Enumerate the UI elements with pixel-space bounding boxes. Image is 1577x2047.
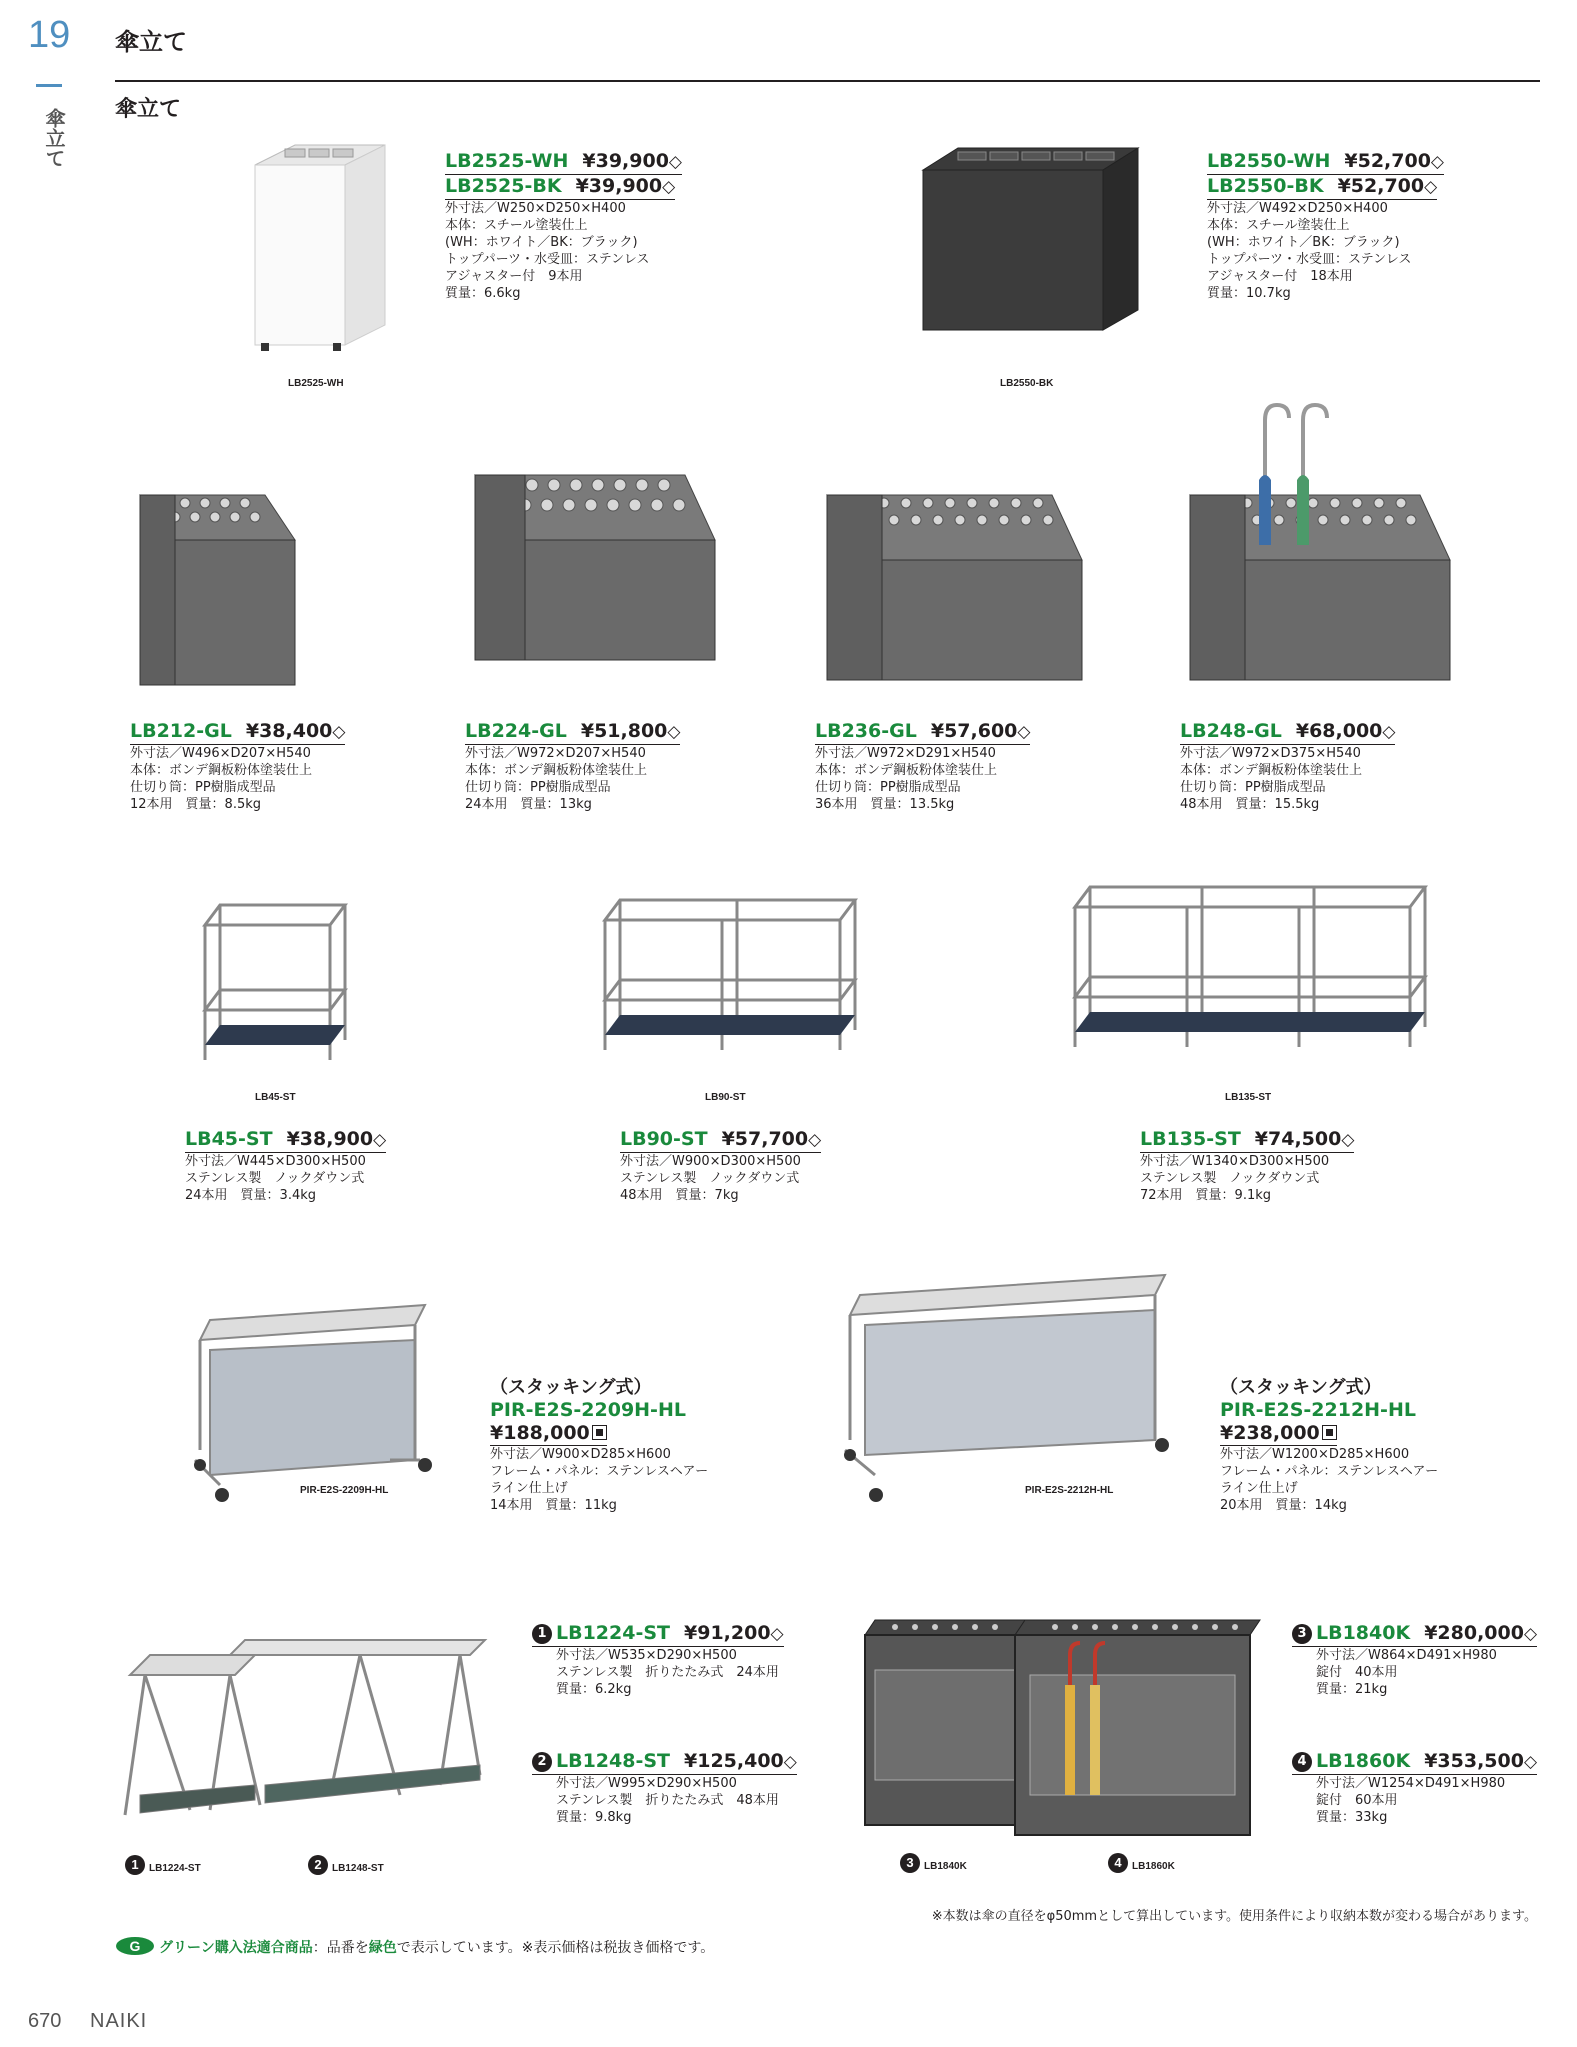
lb248-detail: 48本用 質量：15.5kg xyxy=(1180,797,1320,812)
pir2212-detail: 外寸法／W1200×D285×H600 xyxy=(1220,1447,1410,1462)
lb224-model: LB224-GL xyxy=(465,720,567,742)
pir2209-detail: 14本用 質量：11kg xyxy=(490,1498,617,1513)
lb135-price: ¥74,500 xyxy=(1254,1128,1342,1150)
lb1224-model: LB1224-ST xyxy=(556,1622,670,1644)
lb2550-bk-model: LB2550-BK xyxy=(1207,175,1324,197)
pir2212-detail: 20本用 質量：14kg xyxy=(1220,1498,1347,1513)
pir2212-spec xyxy=(1220,1377,1438,1514)
lb2550-bk-price: ¥52,700 xyxy=(1337,175,1425,197)
lb248-photo xyxy=(1185,400,1455,685)
pir2209-caption: PIR-E2S-2209H-HL xyxy=(300,1485,389,1496)
number-badge-3: 3 xyxy=(1292,1624,1312,1644)
pir2209-detail: フレーム・パネル：ステンレスヘアー xyxy=(490,1464,709,1479)
page-header-title: 傘立て xyxy=(115,28,187,56)
lb212-photo xyxy=(135,485,305,690)
lb224-detail: 本体：ボンデ鋼板粉体塗装仕上 xyxy=(465,763,648,778)
lb1248-detail: 外寸法／W995×D290×H500 xyxy=(556,1776,737,1791)
green-word: 緑色 xyxy=(368,1940,397,1956)
lb1860-caption-text: LB1860K xyxy=(1132,1861,1175,1872)
pir2209-model: PIR-E2S-2209H-HL xyxy=(490,1399,686,1421)
diamond-icon: ◇ xyxy=(662,177,676,197)
lb135-detail: 72本用 質量：9.1kg xyxy=(1140,1188,1271,1203)
pir2212-photo xyxy=(840,1270,1175,1515)
lb1860-detail: 外寸法／W1254×D491×H980 xyxy=(1316,1776,1506,1791)
lb1860-caption xyxy=(1108,1853,1175,1873)
lb1224-detail: 外寸法／W535×D290×H500 xyxy=(556,1648,737,1663)
diamond-icon: ◇ xyxy=(1017,722,1031,742)
lb2525-wh-model: LB2525-WH xyxy=(445,150,569,172)
lb248-detail: 本体：ボンデ鋼板粉体塗装仕上 xyxy=(1180,763,1363,778)
pir2212-detail: フレーム・パネル：ステンレスヘアー xyxy=(1220,1464,1439,1479)
lb1840-detail: 錠付 40本用 xyxy=(1316,1665,1398,1680)
diamond-icon: ◇ xyxy=(1523,1624,1538,1644)
lb1248-detail: ステンレス製 折りたたみ式 48本用 xyxy=(556,1793,779,1808)
diamond-icon: ◇ xyxy=(770,1624,784,1644)
lb2525-detail: 外寸法／W250×D250×H400 xyxy=(445,201,626,216)
lb1860-spec xyxy=(1292,1750,1537,1826)
diamond-icon: ◇ xyxy=(1523,1752,1538,1772)
pir2209-price: ¥188,000 xyxy=(490,1422,590,1444)
pir2209-stacking-label: （スタッキング式） xyxy=(490,1377,652,1398)
diamond-icon: ◇ xyxy=(667,722,681,742)
lb2525-spec xyxy=(445,150,682,302)
lb2525-bk-price: ¥39,900 xyxy=(575,175,663,197)
number-badge-1: 1 xyxy=(532,1624,552,1644)
lb1248-price: ¥125,400 xyxy=(684,1750,784,1772)
quantity-note: ※本数は傘の直径をφ50mmとして算出しています。使用条件により収納本数が変わる場合があります。 xyxy=(931,1909,1537,1924)
lb212-price: ¥38,400 xyxy=(245,720,333,742)
lb45-caption: LB45-ST xyxy=(255,1092,296,1103)
lb2525-detail: アジャスター付 9本用 xyxy=(445,269,583,284)
lb212-detail: 本体：ボンデ鋼板粉体塗装仕上 xyxy=(130,763,313,778)
lb1224-detail: ステンレス製 折りたたみ式 24本用 xyxy=(556,1665,779,1680)
lb2525-wh-price: ¥39,900 xyxy=(582,150,669,172)
header-rule xyxy=(115,80,1540,82)
chapter-divider xyxy=(36,84,62,87)
lb212-detail: 12本用 質量：8.5kg xyxy=(130,797,261,812)
diamond-icon: ◇ xyxy=(668,152,682,172)
green-purchase-logo-icon xyxy=(115,1936,155,1956)
lb45-price: ¥38,900 xyxy=(286,1128,374,1150)
lb236-detail: 36本用 質量：13.5kg xyxy=(815,797,955,812)
lb1840-lb1860-photo xyxy=(855,1615,1265,1845)
diamond-icon: ◇ xyxy=(1424,177,1438,197)
diamond-icon: ◇ xyxy=(783,1752,797,1772)
lb90-detail: ステンレス製 ノックダウン式 xyxy=(620,1171,800,1186)
lb212-spec xyxy=(130,720,345,813)
lb248-detail: 外寸法／W972×D375×H540 xyxy=(1180,746,1361,761)
diamond-icon: ◇ xyxy=(808,1130,822,1150)
lb135-detail: 外寸法／W1340×D300×H500 xyxy=(1140,1154,1330,1169)
chapter-number: 19 xyxy=(28,14,71,56)
lb45-spec xyxy=(185,1128,386,1204)
lb2550-caption: LB2550-BK xyxy=(1000,378,1054,389)
diamond-icon: ◇ xyxy=(373,1130,387,1150)
lb2525-detail: 質量：6.6kg xyxy=(445,286,521,301)
lb135-spec xyxy=(1140,1128,1354,1204)
diamond-icon: ◇ xyxy=(1341,1130,1355,1150)
lb248-detail: 仕切り筒：PP樹脂成型品 xyxy=(1180,780,1326,795)
lb1840-spec xyxy=(1292,1622,1537,1698)
number-badge-1: 1 xyxy=(125,1855,145,1875)
lb1224-spec xyxy=(532,1622,784,1698)
pir2212-model: PIR-E2S-2212H-HL xyxy=(1220,1399,1416,1421)
lb135-caption: LB135-ST xyxy=(1225,1092,1272,1103)
lb45-detail: 24本用 質量：3.4kg xyxy=(185,1188,316,1203)
lb1840-detail: 外寸法／W864×D491×H980 xyxy=(1316,1648,1497,1663)
square-mark-icon xyxy=(592,1425,607,1440)
lb1860-detail: 錠付 60本用 xyxy=(1316,1793,1398,1808)
brand-name: NAIKI xyxy=(90,2010,148,2032)
diamond-icon: ◇ xyxy=(1382,722,1396,742)
lb1224-caption xyxy=(125,1855,201,1875)
pir2209-photo xyxy=(190,1300,435,1515)
square-mark-icon xyxy=(1322,1425,1337,1440)
lb135-model: LB135-ST xyxy=(1140,1128,1241,1150)
lb224-spec xyxy=(465,720,680,813)
lb1840-caption xyxy=(900,1853,967,1873)
lb212-detail: 外寸法／W496×D207×H540 xyxy=(130,746,311,761)
lb212-model: LB212-GL xyxy=(130,720,232,742)
lb1224-caption-text: LB1224-ST xyxy=(149,1863,201,1874)
section-title: 傘立て xyxy=(115,97,182,122)
lb1860-model: LB1860K xyxy=(1316,1750,1411,1772)
lb1248-model: LB1248-ST xyxy=(556,1750,670,1772)
pir2212-caption: PIR-E2S-2212H-HL xyxy=(1025,1485,1114,1496)
number-badge-2: 2 xyxy=(308,1855,328,1875)
lb1248-caption-text: LB1248-ST xyxy=(332,1863,384,1874)
lb248-spec xyxy=(1180,720,1395,813)
lb1840-caption-text: LB1840K xyxy=(924,1861,967,1872)
lb2525-detail: 本体：スチール塗装仕上 xyxy=(445,218,588,233)
lb236-detail: 外寸法／W972×D291×H540 xyxy=(815,746,996,761)
lb1840-detail: 質量：21kg xyxy=(1316,1682,1388,1697)
lb236-detail: 仕切り筒：PP樹脂成型品 xyxy=(815,780,961,795)
lb1860-detail: 質量：33kg xyxy=(1316,1810,1388,1825)
lb248-price: ¥68,000 xyxy=(1295,720,1383,742)
lb45-photo xyxy=(200,900,350,1065)
green-purchasing-note xyxy=(115,1936,714,1957)
lb1248-detail: 質量：9.8kg xyxy=(556,1810,632,1825)
lb2550-detail: 外寸法／W492×D250×H400 xyxy=(1207,201,1388,216)
green-text-a: ：品番を xyxy=(312,1940,369,1956)
lb236-photo xyxy=(822,485,1087,685)
svg-text:G: G xyxy=(129,1938,141,1954)
lb45-detail: 外寸法／W445×D300×H500 xyxy=(185,1154,366,1169)
lb1840-price: ¥280,000 xyxy=(1424,1622,1524,1644)
lb2525-detail: (WH：ホワイト／BK：ブラック) xyxy=(445,235,638,250)
lb224-price: ¥51,800 xyxy=(580,720,668,742)
pir2212-stacking-label: （スタッキング式） xyxy=(1220,1377,1382,1398)
lb2525-detail: トップパーツ・水受皿：ステンレス xyxy=(445,252,650,267)
lb1224-detail: 質量：6.2kg xyxy=(556,1682,632,1697)
lb2550-wh-model: LB2550-WH xyxy=(1207,150,1331,172)
lb2525-caption: LB2525-WH xyxy=(288,378,344,389)
diamond-icon: ◇ xyxy=(332,722,346,742)
diamond-icon: ◇ xyxy=(1430,152,1444,172)
lb1248-caption xyxy=(308,1855,384,1875)
lb2525-photo xyxy=(245,135,395,355)
lb1224-lb1248-photo xyxy=(120,1635,495,1835)
lb90-caption: LB90-ST xyxy=(705,1092,746,1103)
lb2525-bk-model: LB2525-BK xyxy=(445,175,562,197)
lb1248-spec xyxy=(532,1750,797,1826)
lb90-photo xyxy=(600,895,860,1055)
pir2209-detail: 外寸法／W900×D285×H600 xyxy=(490,1447,671,1462)
lb2550-detail: 本体：スチール塗装仕上 xyxy=(1207,218,1350,233)
number-badge-3: 3 xyxy=(900,1853,920,1873)
lb236-spec xyxy=(815,720,1030,813)
lb2550-detail: トップパーツ・水受皿：ステンレス xyxy=(1207,252,1412,267)
lb1840-model: LB1840K xyxy=(1316,1622,1411,1644)
number-badge-4: 4 xyxy=(1108,1853,1128,1873)
lb90-detail: 48本用 質量：7kg xyxy=(620,1188,739,1203)
lb135-detail: ステンレス製 ノックダウン式 xyxy=(1140,1171,1320,1186)
green-text-b: で表示しています。※表示価格は税抜き価格です。 xyxy=(396,1940,715,1956)
lb236-detail: 本体：ボンデ鋼板粉体塗装仕上 xyxy=(815,763,998,778)
lb90-model: LB90-ST xyxy=(620,1128,708,1150)
lb224-detail: 仕切り筒：PP樹脂成型品 xyxy=(465,780,611,795)
lb224-detail: 24本用 質量：13kg xyxy=(465,797,592,812)
lb2550-detail: 質量：10.7kg xyxy=(1207,286,1291,301)
lb1860-price: ¥353,500 xyxy=(1424,1750,1524,1772)
lb90-price: ¥57,700 xyxy=(721,1128,809,1150)
lb135-photo xyxy=(1070,882,1430,1057)
lb45-model: LB45-ST xyxy=(185,1128,273,1150)
lb2550-detail: アジャスター付 18本用 xyxy=(1207,269,1353,284)
lb224-photo xyxy=(470,465,720,665)
lb248-model: LB248-GL xyxy=(1180,720,1282,742)
lb90-detail: 外寸法／W900×D300×H500 xyxy=(620,1154,801,1169)
lb236-model: LB236-GL xyxy=(815,720,917,742)
chapter-vertical-label: 傘立て xyxy=(42,108,66,168)
lb90-spec xyxy=(620,1128,821,1204)
pir2209-detail: ライン仕上げ xyxy=(490,1481,568,1496)
pir2212-price: ¥238,000 xyxy=(1220,1422,1320,1444)
lb2550-spec xyxy=(1207,150,1444,302)
lb45-detail: ステンレス製 ノックダウン式 xyxy=(185,1171,365,1186)
pir2209-spec xyxy=(490,1377,708,1514)
lb224-detail: 外寸法／W972×D207×H540 xyxy=(465,746,646,761)
lb212-detail: 仕切り筒：PP樹脂成型品 xyxy=(130,780,276,795)
page-number: 670 xyxy=(28,2010,62,2032)
green-label: グリーン購入法適合商品 xyxy=(159,1940,313,1956)
lb1224-price: ¥91,200 xyxy=(684,1622,771,1644)
lb2550-photo xyxy=(918,140,1158,340)
number-badge-4: 4 xyxy=(1292,1752,1312,1772)
lb2550-wh-price: ¥52,700 xyxy=(1344,150,1431,172)
pir2212-detail: ライン仕上げ xyxy=(1220,1481,1298,1496)
lb236-price: ¥57,600 xyxy=(930,720,1018,742)
lb2550-detail: (WH：ホワイト／BK：ブラック) xyxy=(1207,235,1400,250)
number-badge-2: 2 xyxy=(532,1752,552,1772)
